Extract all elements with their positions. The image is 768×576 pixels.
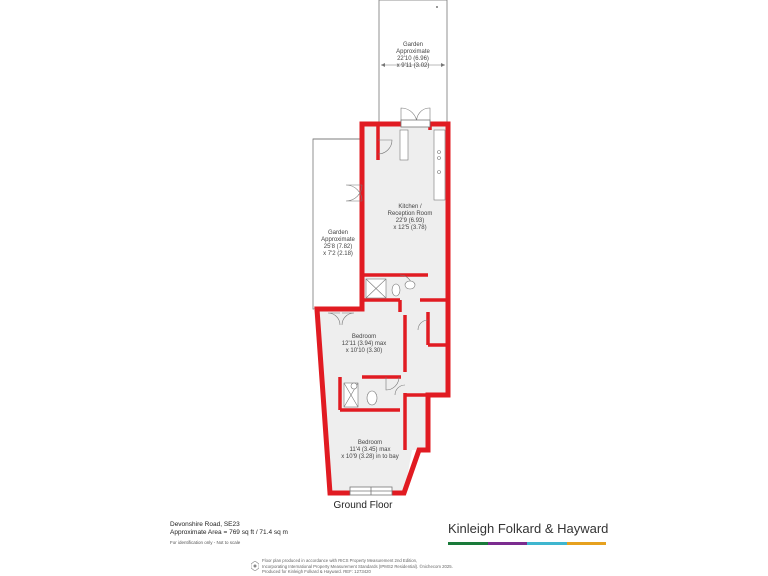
bedroom2-name: Bedroom <box>357 440 383 446</box>
kitchen-dim1: 22'9 (6.93) <box>395 218 425 224</box>
disclaimer-line2: Incorporating International Property Measurement Standards (IPMS2 Residential). ©nichecom 2025. <box>262 563 453 569</box>
disclaimer-line3: Produced for Kinleigh Folkard & Hayward. REF: 1273420 <box>262 569 371 574</box>
garden-side-dim2: x 7'2 (2.18) <box>323 251 353 257</box>
bedroom2-dim1: 11'4 (3.45) max <box>349 447 391 453</box>
disclaimer-line1: Floor plan produced in accordance with RICS Property Measurement 2nd Edition, <box>262 558 418 563</box>
brand-name: Kinleigh Folkard & Hayward <box>448 521 609 536</box>
bedroom1-dim2: x 10'10 (3.30) <box>345 348 383 354</box>
area-line: Approximate Area = 769 sq ft / 71.4 sq m <box>170 529 288 536</box>
kitchen-label <box>372 204 448 232</box>
address-block <box>170 521 288 547</box>
brand-bar-cyan <box>527 542 567 545</box>
garden-top-approx: Approximate <box>396 49 430 55</box>
kitchen-name: Kitchen / <box>398 204 422 210</box>
brand-color-bar <box>448 542 606 545</box>
kitchen-name2: Reception Room <box>387 211 433 217</box>
garden-side-label <box>312 230 364 258</box>
address-line: Devonshire Road, SE23 <box>170 521 240 528</box>
brand-bar-purple <box>488 542 528 545</box>
garden-top-dim2: x 9'11 (3.02) <box>396 63 430 69</box>
bedroom1-name: Bedroom <box>351 334 377 340</box>
bay-window <box>350 487 392 495</box>
garden-top-dim1: 22'10 (6.96) <box>397 56 429 62</box>
identification-note: For identification only - Not to scale <box>170 540 241 545</box>
kitchen-dim2: x 12'5 (3.78) <box>393 225 427 231</box>
bedroom2-label <box>328 440 412 461</box>
bedroom1-label <box>325 334 403 355</box>
brand-bar-green <box>448 542 488 545</box>
garden-top-name: Garden <box>402 42 423 48</box>
garden-doors <box>401 120 430 127</box>
garden-top-label <box>380 42 446 70</box>
brand-bar-orange <box>567 542 607 545</box>
rics-logo-icon <box>251 561 259 571</box>
bedroom2-dim2: x 10'9 (3.28) in to bay <box>341 454 399 460</box>
garden-side-approx: Approximate <box>321 237 355 243</box>
floor-title: Ground Floor <box>333 500 393 511</box>
garden-side-dim1: 25'8 (7.82) <box>323 244 353 250</box>
garden-side-outline <box>313 139 362 309</box>
disclaimer <box>262 558 453 575</box>
bedroom1-dim1: 12'11 (3.94) max <box>341 341 387 347</box>
garden-side-name: Garden <box>327 230 348 236</box>
